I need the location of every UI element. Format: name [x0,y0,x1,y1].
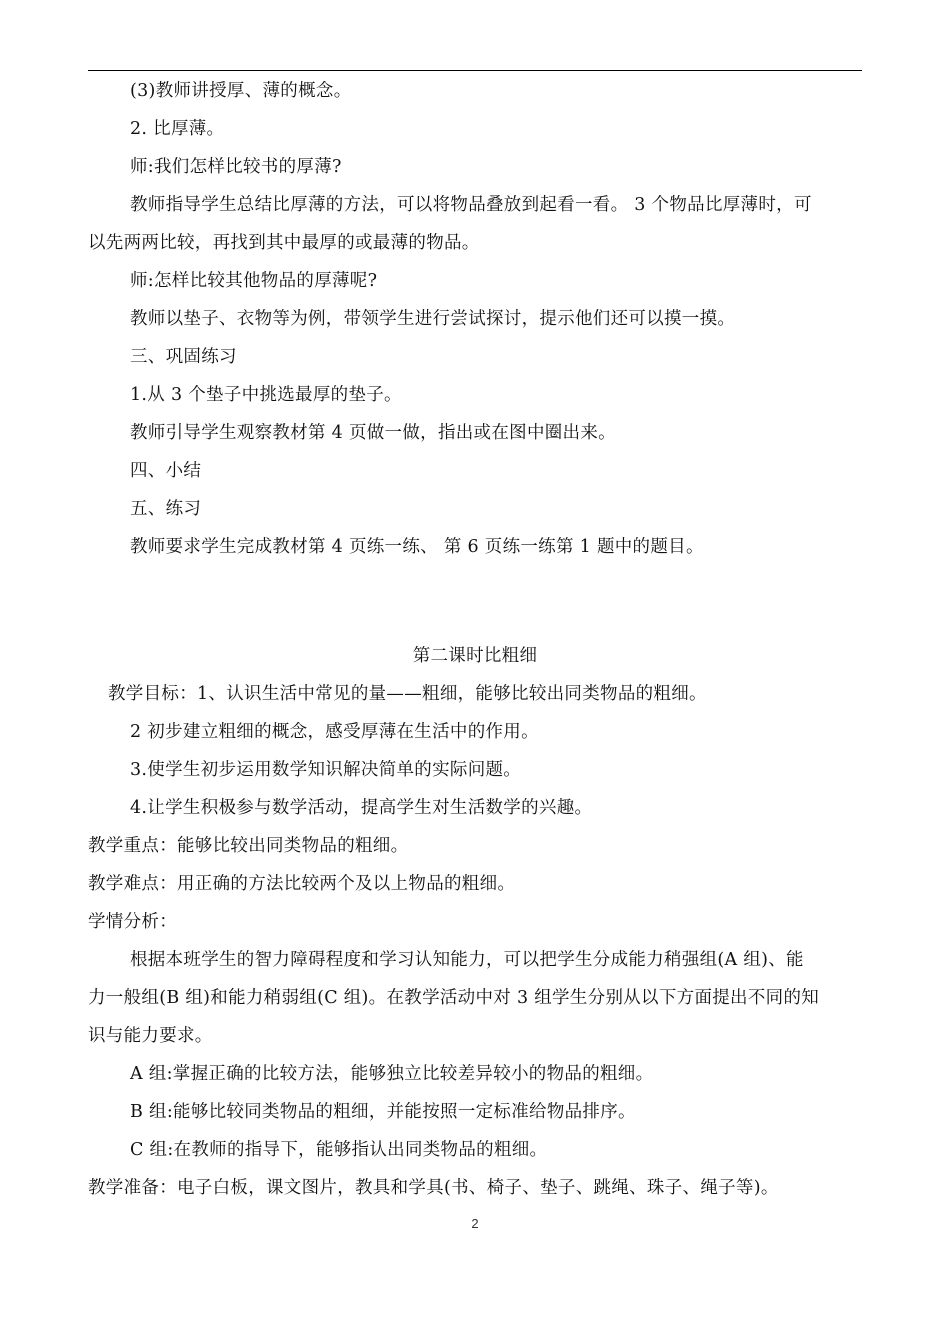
group-b-requirement: B 组:能够比较同类物品的粗细，并能按照一定标准给物品排序。 [130,1102,636,1122]
lesson-title: 第二课时比粗细 [412,646,538,666]
paragraph-method-line-2: 以先两两比较，再找到其中最厚的或最薄的物品。 [88,233,480,253]
heading-exercise: 五、练习 [130,499,202,519]
teaching-difficulty: 教学难点：用正确的方法比较两个及以上物品的粗细。 [88,874,516,894]
page-number: 2 [471,1216,479,1231]
paragraph-teacher-question-2: 师:怎样比较其他物品的厚薄呢? [130,271,378,291]
teaching-goal-1: 教学目标：1、认识生活中常见的量——粗细，能够比较出同类物品的粗细。 [108,684,707,704]
paragraph-practice-item-1: 1.从 3 个垫子中挑选最厚的垫子。 [130,385,402,405]
heading-summary: 四、小结 [130,461,202,481]
teaching-goal-4: 4.让学生积极参与数学活动，提高学生对生活数学的兴趣。 [130,798,593,818]
teaching-goal-3: 3.使学生初步运用数学知识解决简单的实际问题。 [130,760,522,780]
paragraph-teacher-explains-concept: (3)教师讲授厚、薄的概念。 [130,81,352,101]
learning-analysis-line-3: 识与能力要求。 [88,1026,213,1046]
learning-analysis-line-1: 根据本班学生的智力障碍程度和学习认知能力，可以把学生分成能力稍强组(A 组)、能 [130,950,804,970]
paragraph-teacher-question-1: 师:我们怎样比较书的厚薄? [130,157,342,177]
paragraph-teacher-demonstration: 教师以垫子、衣物等为例，带领学生进行尝试探讨，提示他们还可以摸一摸。 [130,309,736,329]
paragraph-exercise-requirement: 教师要求学生完成教材第 4 页练一练、 第 6 页练一练第 1 题中的题目。 [130,537,704,557]
group-c-requirement: C 组:在教师的指导下，能够指认出同类物品的粗细。 [130,1140,548,1160]
heading-compare-thickness: 2. 比厚薄。 [130,119,225,139]
learning-analysis-label: 学情分析： [88,912,177,932]
paragraph-practice-guidance: 教师引导学生观察教材第 4 页做一做，指出或在图中圈出来。 [130,423,616,443]
group-a-requirement: A 组:掌握正确的比较方法，能够独立比较差异较小的物品的粗细。 [130,1064,654,1084]
header-rule [88,70,862,71]
learning-analysis-line-2: 力一般组(B 组)和能力稍弱组(C 组)。在教学活动中对 3 组学生分别从以下方面提出不同的知 [88,988,820,1008]
paragraph-method-line-1: 教师指导学生总结比厚薄的方法，可以将物品叠放到起看一看。 3 个物品比厚薄时，可 [130,195,812,215]
heading-consolidation-practice: 三、巩固练习 [130,347,237,367]
teaching-goal-2: 2 初步建立粗细的概念，感受厚薄在生活中的作用。 [130,722,539,742]
teaching-key-point: 教学重点：能够比较出同类物品的粗细。 [88,836,409,856]
teaching-preparation: 教学准备：电子白板，课文图片，教具和学具(书、椅子、垫子、跳绳、珠子、绳子等)。 [88,1178,779,1198]
